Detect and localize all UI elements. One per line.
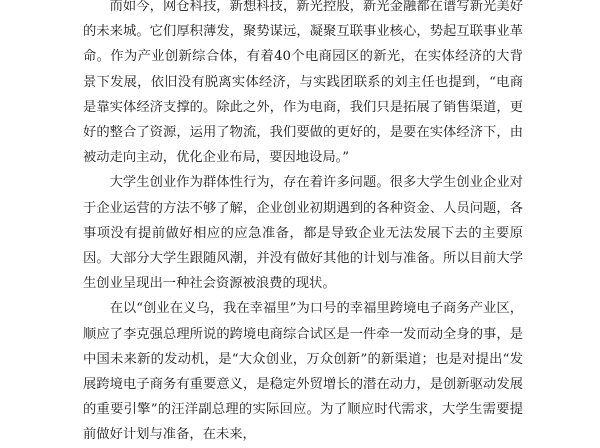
paragraph-student-entrepreneurship: 大学生创业作为群体性行为，存在着许多问题。很多大学生创业企业对于企业运营的方法不够了解，企业创业初期遇到的各种资金、人员问题，各事项没有提前做好相应的应急准备，都是导致企业无法发展下去的主要原因。大部分大学生跟随风潮，并没有做好其他的计划与准备。所以目前大学生创业呈现出一种社会资源被浪费的现状。 xyxy=(83,175,523,292)
paragraph-xinguang: 而如今，网仓科技，新想科技，新光控股，新光金融都在谱写新光美好的未来城。它们厚积薄发，聚势谋远，凝聚互联事业核心，势起互联事业革命。作为产业创新综合体，有着40个电商园区的新光，在实体经济的大背景下发展，依旧没有脱离实体经济，与实践团联系的刘主任也提到，“电商是靠实体经济支撑的。除此之外，作为电商，我们只是拓展了销售渠道，更好的整合了资源，运用了物流，我们要做的更好的，是要在实体经济下，由被动走向主动，优化企业布局，要因地设局。” xyxy=(83,0,523,166)
paragraph-xingfuli-ecommerce: 在以“创业在义乌，我在幸福里”为口号的幸福里跨境电子商务产业区，顺应了李克强总理所说的跨境电商综合试区是一件牵一发而动全身的事，是中国未来新的发动机，是“大众创业，万众创新”的新渠道；也是对提出“发展跨境电子商务有重要意义，是稳定外贸增长的潜在动力，是创新驱动发展的重要引擎”的汪洋副总理的实际回应。为了顺应时代需求，大学生需要提前做好计划与准备，在未来， xyxy=(83,301,523,443)
document-body xyxy=(83,0,523,448)
